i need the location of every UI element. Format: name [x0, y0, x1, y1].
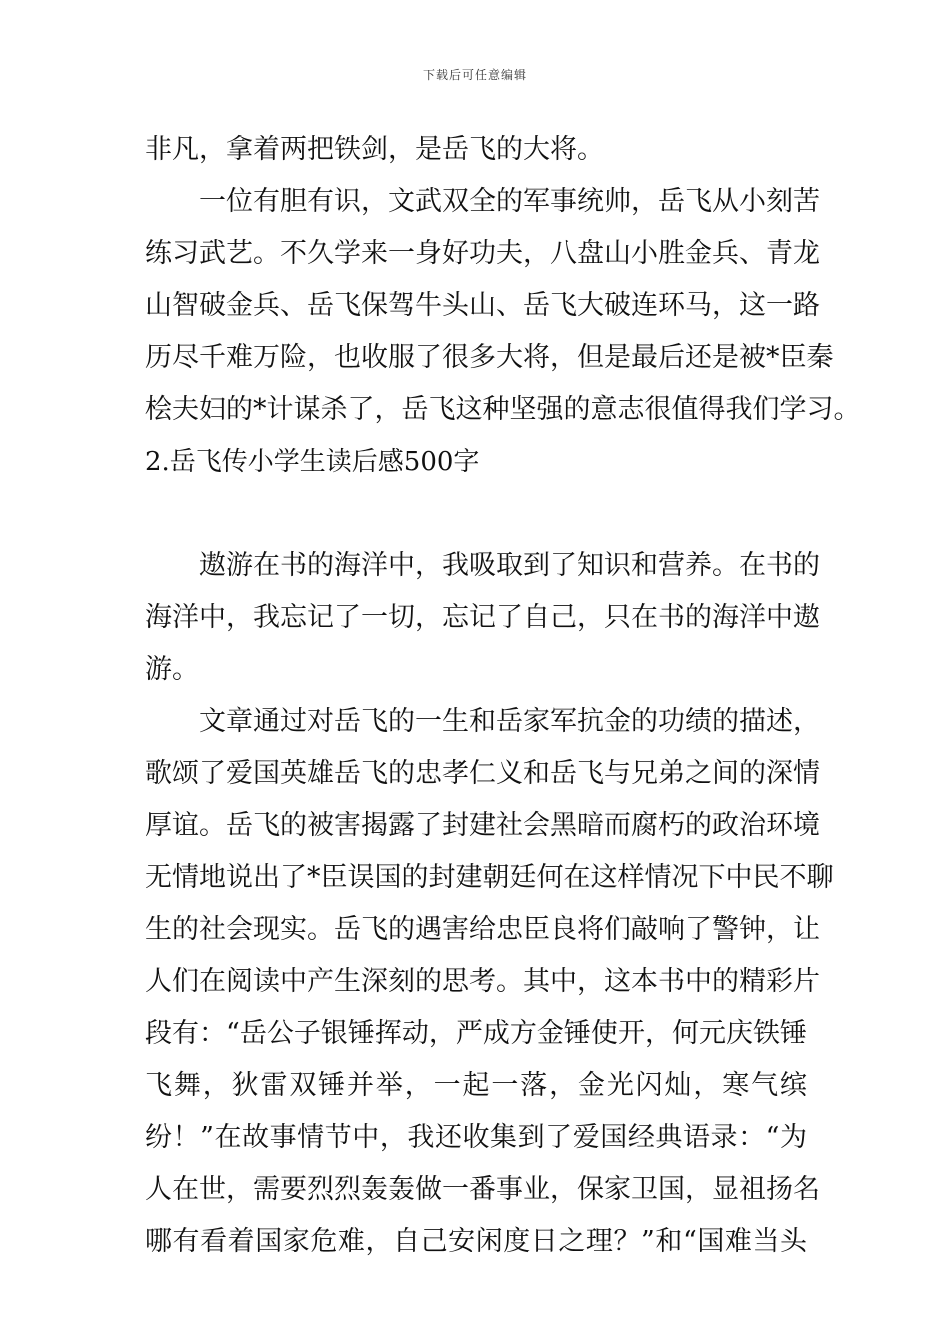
text-line: 飞舞，狄雷双锤并举，一起一落，金光闪灿，寒气缤 [145, 1070, 807, 1101]
text-line: 海洋中，我忘记了一切，忘记了自己，只在书的海洋中遨 [145, 602, 820, 633]
text-line: 一位有胆有识，文武双全的军事统帅，岳飞从小刻苦 [199, 186, 820, 217]
text-line: 歌颂了爱国英雄岳飞的忠孝仁义和岳飞与兄弟之间的深情 [145, 758, 820, 789]
text-line: 人们在阅读中产生深刻的思考。其中，这本书中的精彩片 [145, 966, 820, 997]
text-line: 无情地说出了*臣误国的封建朝廷何在这样情况下中民不聊 [145, 862, 834, 893]
blank-line [145, 488, 807, 540]
text-line: 人在世，需要烈烈轰轰做一番事业，保家卫国，显祖扬名 [145, 1174, 820, 1205]
text-line: 生的社会现实。岳飞的遇害给忠臣良将们敲响了警钟，让 [145, 914, 820, 945]
text-line: 纷！”在故事情节中，我还收集到了爱国经典语录：“为 [145, 1122, 807, 1153]
text-line: 桧夫妇的*计谋杀了，岳飞这种坚强的意志很值得我们学习。 [145, 394, 861, 425]
text-line: 哪有看着国家危难，自己安闲度日之理？”和“国难当头 [145, 1226, 807, 1257]
text-line: 文章通过对岳飞的一生和岳家军抗金的功绩的描述， [199, 706, 820, 737]
text-line: 段有：“岳公子银锤挥动，严成方金锤使开，何元庆铁锤 [145, 1018, 807, 1049]
text-line: 厚谊。岳飞的被害揭露了封建社会黑暗而腐朽的政治环境 [145, 810, 820, 841]
text-line: 遨游在书的海洋中，我吸取到了知识和营养。在书的 [199, 550, 820, 581]
text-line: 游。 [145, 654, 199, 685]
text-line: 山智破金兵、岳飞保驾牛头山、岳飞大破连环马，这一路 [145, 290, 820, 321]
document-body [145, 124, 861, 1268]
page-header: 下载后可任意编辑 [422, 68, 527, 82]
section-heading: 2.岳飞传小学生读后感500字 [145, 447, 480, 477]
text-line: 非凡，拿着两把铁剑，是岳飞的大将。 [145, 134, 604, 165]
text-line: 历尽千难万险，也收服了很多大将，但是最后还是被*臣秦 [145, 342, 834, 373]
text-line: 练习武艺。不久学来一身好功夫，八盘山小胜金兵、青龙 [145, 238, 820, 269]
